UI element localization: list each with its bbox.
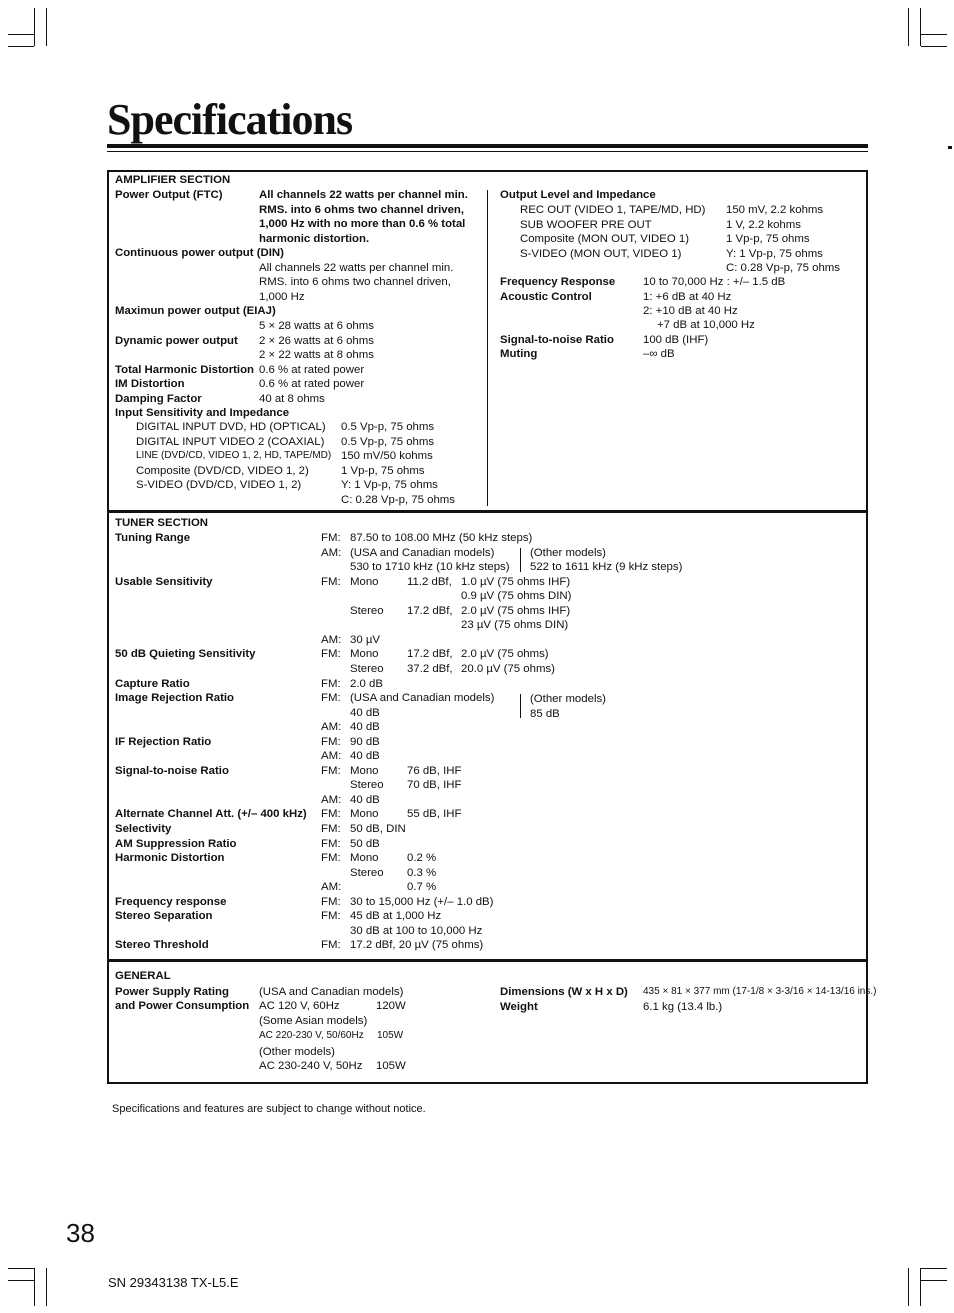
tuner-value: Mono [350,808,379,821]
power-watt: 120W [376,1000,406,1012]
tuner-label: Tuning Range [115,532,191,544]
spec-label: Input Sensitivity and Impedance [115,407,290,420]
band-label: AM: [321,546,342,559]
band-label: FM: [321,939,341,952]
input-name: Composite (DVD/CD, VIDEO 1, 2) [136,464,309,477]
spec-label: Acoustic Control [500,291,592,303]
output-heading: Output Level and Impedance [500,189,656,201]
tuner-value: 17.2 dBf, [407,604,453,617]
tuner-value: Mono [350,852,379,865]
serial-number: SN 29343138 TX-L5.E [108,1275,239,1290]
band-label: AM: [321,793,342,806]
crop-mark [8,1268,34,1269]
spec-value: All channels 22 watts per channel min. [259,261,454,274]
column-divider [487,190,488,506]
tuner-value: 40 dB [350,793,380,806]
crop-mark [8,34,34,35]
spec-value: 2 × 22 watts at 8 ohms [259,349,374,362]
spec-label: Frequency Response [500,276,616,288]
amplifier-heading: AMPLIFIER SECTION [115,174,231,186]
tuner-value: 70 dB, IHF [407,779,462,792]
spec-value: RMS. into 6 ohms two channel driven, [259,203,465,216]
tuner-value: 50 dB [350,837,380,850]
crop-mark [46,1268,47,1306]
weight-label: Weight [500,1001,538,1013]
spec-value: RMS. into 6 ohms two channel driven, [259,276,451,289]
tuner-value: 522 to 1611 kHz (9 kHz steps) [530,561,683,574]
band-label: FM: [321,823,341,835]
input-value: Y: 1 Vp-p, 75 ohms [341,479,438,492]
band-label: FM: [321,735,341,748]
model-divider [520,548,521,572]
output-value: 1 Vp-p, 75 ohms [726,233,810,246]
spec-label: Damping Factor [115,392,202,405]
spec-value: 1,000 Hz with no more than 0.6 % total [259,218,466,231]
tuner-value: 87.50 to 108.00 MHz (50 kHz steps) [350,532,533,544]
title-rule-thin [107,151,868,152]
output-value: 1 V, 2.2 kohms [726,218,801,231]
crop-mark [34,8,35,46]
spec-value: harmonic distortion. [259,232,370,245]
tuner-label: IF Rejection Ratio [115,735,212,748]
crop-mark [46,8,47,46]
band-label: FM: [321,837,341,850]
crop-mark [921,46,947,47]
tuner-value: (Other models) [530,546,606,559]
spec-value: –∞ dB [643,348,675,360]
tuner-label: Alternate Channel Att. (+/– 400 kHz) [115,808,307,821]
tuner-value: 2.0 µV (75 ohms IHF) [461,604,571,617]
spec-value: 40 at 8 ohms [259,392,325,405]
output-name: REC OUT (VIDEO 1, TAPE/MD, HD) [520,204,706,216]
input-name: LINE (DVD/CD, VIDEO 1, 2, HD, TAPE/MD) [136,450,332,462]
tuner-value: 90 dB [350,735,380,748]
tuner-label: Frequency response [115,895,227,908]
crop-mark [8,46,34,47]
input-name: S-VIDEO (DVD/CD, VIDEO 1, 2) [136,479,302,492]
tuner-label: Signal-to-noise Ratio [115,764,229,777]
tuner-label: AM Suppression Ratio [115,837,237,850]
band-label: FM: [321,575,341,588]
input-value: 0.5 Vp-p, 75 ohms [341,435,435,448]
section-divider [107,510,868,513]
spec-value: 5 × 28 watts at 6 ohms [259,319,374,332]
power-text: (USA and Canadian models) [259,986,404,998]
tuner-value: 23 µV (75 ohms DIN) [461,619,569,632]
output-value: C: 0.28 Vp-p, 75 ohms [726,262,840,275]
dimensions-value: 435 × 81 × 377 mm (17-1/8 × 3-3/16 × 14-13/16 ins.) [643,986,877,997]
band-label: FM: [321,692,341,705]
band-label: FM: [321,895,341,908]
band-label: FM: [321,910,341,923]
tuner-value: 2.0 dB [350,677,383,690]
tuner-value: 30 to 15,000 Hz (+/– 1.0 dB) [350,895,494,908]
band-label: FM: [321,764,341,777]
tuner-value: Stereo [350,866,384,879]
tuner-value: Mono [350,648,379,661]
spec-value: 10 to 70,000 Hz : +/– 1.5 dB [643,276,786,288]
tuner-value: 40 dB [350,721,380,734]
tuner-label: Harmonic Distortion [115,852,225,865]
output-name: Composite (MON OUT, VIDEO 1) [520,233,689,246]
tuner-value: Stereo [350,662,384,675]
tuner-value: 45 dB at 1,000 Hz [350,910,442,923]
crop-mark [921,34,947,35]
spec-label: Muting [500,348,538,360]
power-label: and Power Consumption [115,1000,250,1012]
tuner-value: 20.0 µV (75 ohms) [461,662,555,675]
output-value: 150 mV, 2.2 kohms [726,204,824,216]
crop-mark [908,1268,909,1306]
tuner-value: 37.2 dBf, [407,662,453,675]
tuner-value: Stereo [350,604,384,617]
spec-value: +7 dB at 10,000 Hz [657,319,755,331]
band-label: FM: [321,648,341,661]
tuner-value: 76 dB, IHF [407,764,462,777]
spec-value: All channels 22 watts per channel min. [259,189,468,201]
spec-value: 100 dB (IHF) [643,334,709,346]
crop-mark [921,1268,947,1269]
footnote: Specifications and features are subject to change without notice. [112,1103,426,1115]
crop-mark [921,1280,947,1281]
band-label: FM: [321,852,341,865]
tuner-value: 11.2 dBf, [407,575,452,588]
title-rule [107,144,868,148]
tuner-label: Stereo Separation [115,910,213,923]
dimensions-label: Dimensions (W x H x D) [500,986,628,998]
tuner-value: 40 dB [350,706,380,719]
tuner-value: 0.7 % [407,881,437,894]
power-watt: 105W [376,1060,406,1072]
spec-label: IM Distortion [115,378,185,391]
tuner-label: 50 dB Quieting Sensitivity [115,648,256,661]
tuner-label: Capture Ratio [115,677,190,690]
spec-value: 1,000 Hz [259,290,305,303]
page-number: 38 [66,1218,95,1248]
tuner-value: 55 dB, IHF [407,808,462,821]
power-text: (Some Asian models) [259,1015,368,1027]
input-value: C: 0.28 Vp-p, 75 ohms [341,493,455,506]
tuner-value: Mono [350,575,379,588]
tuner-value: 85 dB [530,707,560,720]
section-divider [107,959,868,962]
tuner-value: 2.0 µV (75 ohms) [461,648,549,661]
band-label: FM: [321,677,341,690]
tuner-value: 530 to 1710 kHz (10 kHz steps) [350,561,510,574]
tuner-value: (USA and Canadian models) [350,546,495,559]
input-value: 0.5 Vp-p, 75 ohms [341,421,435,433]
crop-mark [920,1268,921,1306]
spec-label: Signal-to-noise Ratio [500,334,614,346]
spec-value: 1: +6 dB at 40 Hz [643,291,732,303]
tuner-value: 17.2 dBf, 20 µV (75 ohms) [350,939,484,952]
tuner-value: 40 dB [350,750,380,763]
band-label: AM: [321,750,342,763]
crop-mark [920,8,921,46]
band-label: FM: [321,532,341,544]
output-name: S-VIDEO (MON OUT, VIDEO 1) [520,247,682,260]
tuner-value: 17.2 dBf, [407,648,453,661]
tuner-value: 30 dB at 100 to 10,000 Hz [350,924,483,937]
band-label: AM: [321,633,342,646]
input-name: DIGITAL INPUT DVD, HD (OPTICAL) [136,421,326,433]
tuner-value: Stereo [350,779,384,792]
band-label: AM: [321,721,342,734]
tuner-value: Mono [350,764,379,777]
spec-label: Maximun power output (EIAJ) [115,305,276,318]
crop-mark [908,8,909,46]
tuner-label: Selectivity [115,823,172,835]
crop-mark [948,146,952,149]
general-heading: GENERAL [115,970,171,982]
power-text: AC 220-230 V, 50/60Hz [259,1030,364,1041]
power-watt: 105W [377,1030,404,1041]
band-label: FM: [321,808,341,821]
spec-label: Total Harmonic Distortion [115,363,255,376]
power-label: Power Supply Rating [115,986,229,998]
tuner-value: 50 dB, DIN [350,823,406,835]
crop-mark [8,1280,34,1281]
spec-value: 0.6 % at rated power [259,363,365,376]
tuner-value: 30 µV [350,633,380,646]
output-name: SUB WOOFER PRE OUT [520,218,652,231]
input-name: DIGITAL INPUT VIDEO 2 (COAXIAL) [136,435,325,448]
tuner-label: Stereo Threshold [115,939,209,952]
tuner-value: 0.3 % [407,866,437,879]
weight-value: 6.1 kg (13.4 lb.) [643,1001,723,1013]
tuner-label: Usable Sensitivity [115,575,213,588]
tuner-heading: TUNER SECTION [115,517,209,529]
power-text: AC 120 V, 60Hz [259,1000,340,1012]
spec-label: Power Output (FTC) [115,189,223,201]
input-value: 1 Vp-p, 75 ohms [341,464,425,477]
input-value: 150 mV/50 kohms [341,450,433,463]
tuner-label: Image Rejection Ratio [115,692,234,705]
spec-value: 0.6 % at rated power [259,378,365,391]
spec-label: Dynamic power output [115,334,238,347]
output-value: Y: 1 Vp-p, 75 ohms [726,247,823,260]
tuner-value: 0.2 % [407,852,437,865]
power-text: (Other models) [259,1046,335,1058]
spec-label: Continuous power output (DIN) [115,247,284,260]
tuner-value: (Other models) [530,693,606,706]
power-text: AC 230-240 V, 50Hz [259,1060,363,1072]
tuner-value: 0.9 µV (75 ohms DIN) [461,590,572,603]
page-title: Specifications [107,95,353,144]
tuner-value: (USA and Canadian models) [350,692,495,705]
spec-value: 2 × 26 watts at 6 ohms [259,334,374,347]
crop-mark [34,1268,35,1306]
model-divider [520,694,521,718]
tuner-value: 1.0 µV (75 ohms IHF) [461,575,571,588]
band-label: AM: [321,881,342,894]
spec-value: 2: +10 dB at 40 Hz [643,305,738,317]
